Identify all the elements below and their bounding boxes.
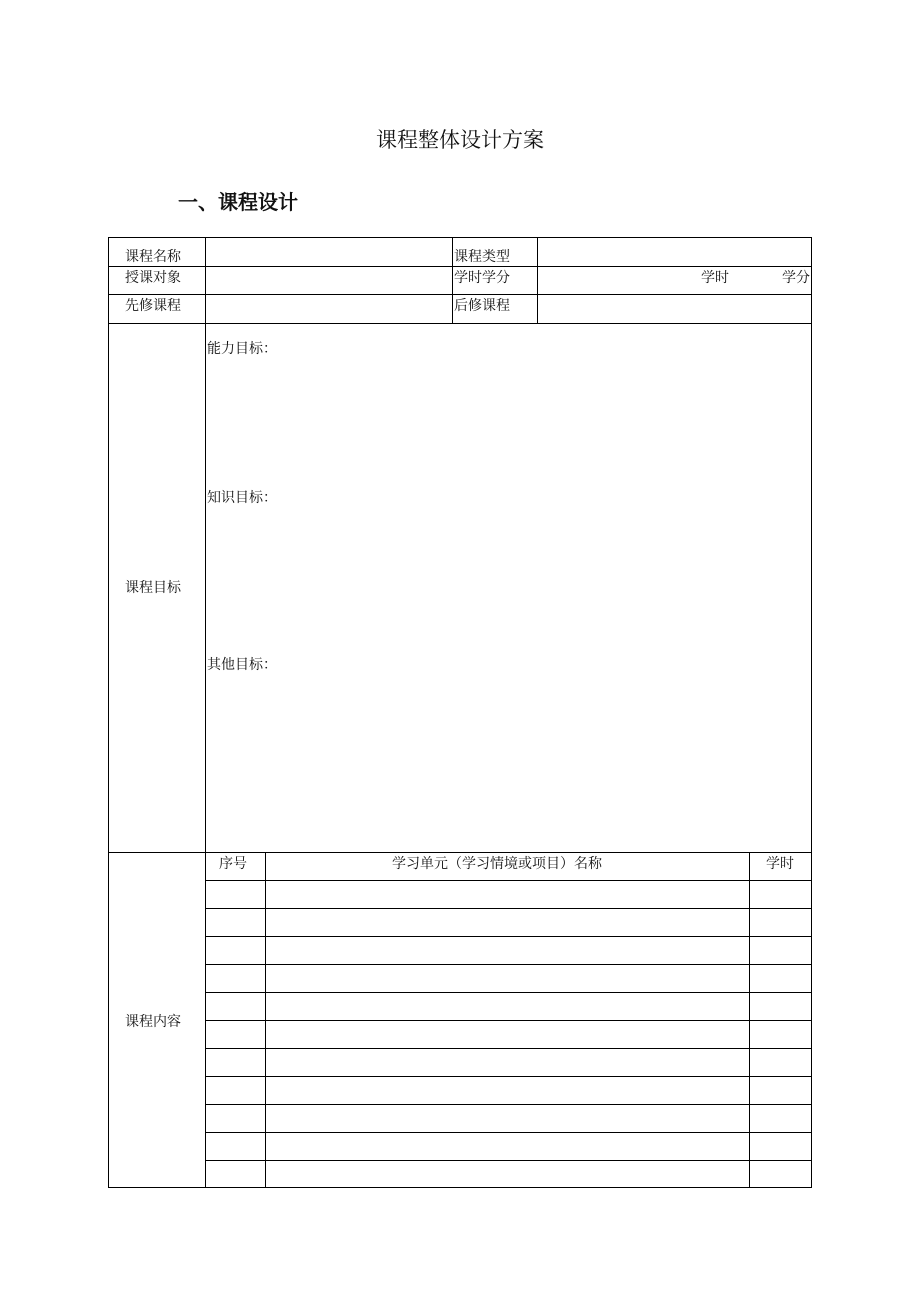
table-row xyxy=(205,1104,811,1105)
table-row xyxy=(205,1048,811,1049)
credits-unit: 学分 xyxy=(782,270,810,286)
info-column-divider xyxy=(537,238,538,323)
hours-credits-label: 学时学分 xyxy=(454,270,510,286)
info-column-divider xyxy=(452,238,453,323)
table-row xyxy=(205,880,811,881)
other-objective-label: 其他目标： xyxy=(207,657,277,673)
header-unit-name: 学习单元（学习情境或项目）名称 xyxy=(392,856,602,872)
knowledge-objective-label: 知识目标： xyxy=(207,490,277,506)
followup-label: 后修课程 xyxy=(454,298,510,314)
label-column-divider xyxy=(205,238,206,1187)
course-name-label: 课程名称 xyxy=(125,249,181,265)
table-row xyxy=(205,908,811,909)
hours-unit: 学时 xyxy=(701,270,729,286)
table-row xyxy=(205,1020,811,1021)
document-title: 课程整体设计方案 xyxy=(376,128,544,152)
table-row xyxy=(205,992,811,993)
header-hours: 学时 xyxy=(766,856,794,872)
section-heading: 一、课程设计 xyxy=(178,190,298,214)
course-type-label: 课程类型 xyxy=(454,249,510,265)
table-row xyxy=(205,964,811,965)
row-divider xyxy=(109,323,811,324)
header-seq: 序号 xyxy=(219,856,247,872)
row-divider xyxy=(109,852,811,853)
prerequisite-label: 先修课程 xyxy=(125,298,181,314)
objectives-label: 课程目标 xyxy=(125,580,181,596)
table-row xyxy=(205,936,811,937)
content-label: 课程内容 xyxy=(125,1014,181,1030)
audience-label: 授课对象 xyxy=(125,270,181,286)
row-divider xyxy=(109,294,811,295)
table-row xyxy=(205,1076,811,1077)
table-row xyxy=(205,1160,811,1161)
course-design-table xyxy=(108,237,812,1188)
ability-objective-label: 能力目标： xyxy=(207,341,277,357)
row-divider xyxy=(109,266,811,267)
table-row xyxy=(205,1132,811,1133)
